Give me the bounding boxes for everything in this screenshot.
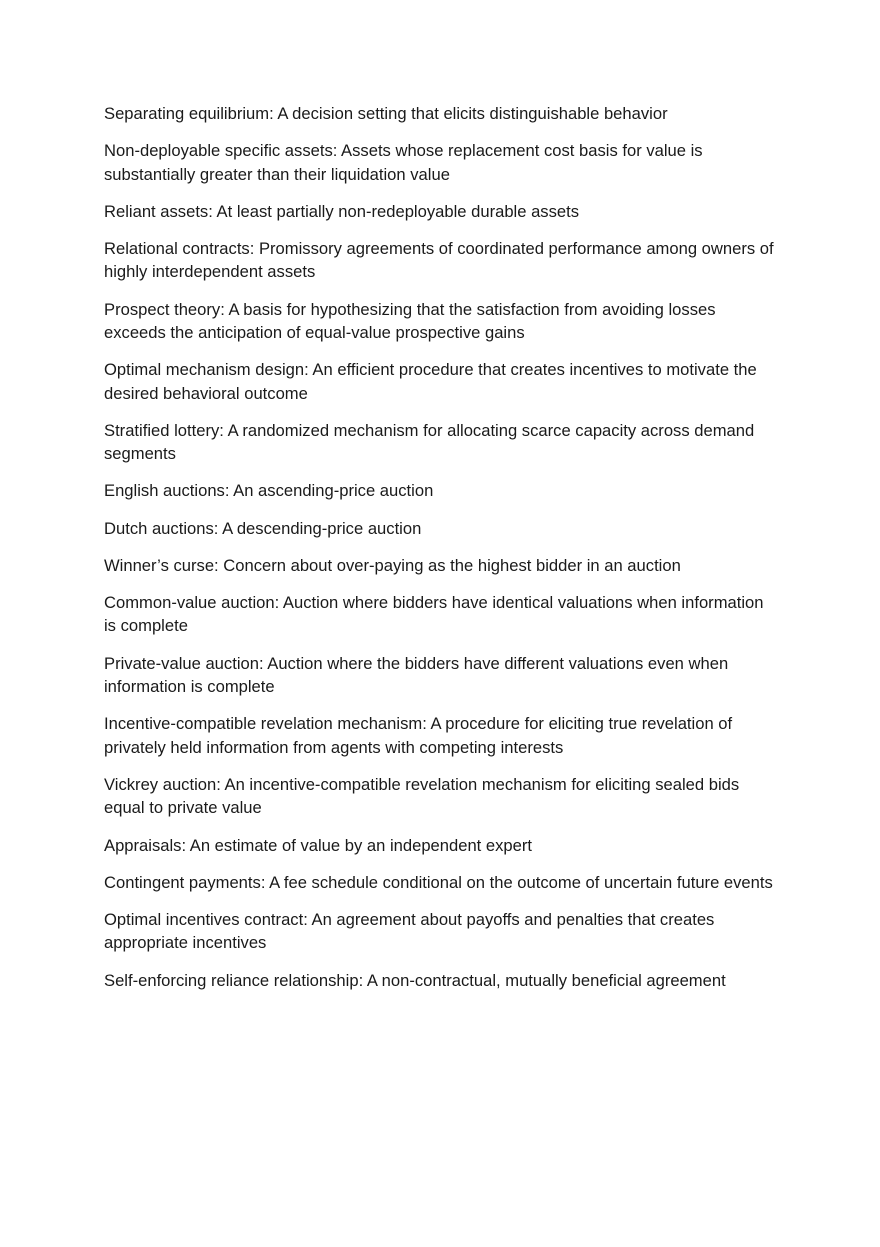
glossary-entry: Winner’s curse: Concern about over-paying as the highest bidder in an auction <box>104 555 681 575</box>
glossary-entry: Incentive-compatible revelation mechanism: A procedure for eliciting true revelation of privately held information from agents with competing interests <box>104 714 733 757</box>
glossary-entry: Common-value auction: Auction where bidders have identical valuations when information is complete <box>104 593 764 636</box>
glossary-list <box>104 102 776 992</box>
glossary-entry: Optimal incentives contract: An agreement about payoffs and penalties that creates appropriate incentives <box>104 909 715 953</box>
glossary-entry: Appraisals: An estimate of value by an independent expert <box>104 835 533 855</box>
glossary-entry: Self-enforcing reliance relationship: A non-contractual, mutually beneficial agreement <box>104 970 726 990</box>
glossary-entry: Stratified lottery: A randomized mechanism for allocating scarce capacity across demand segments <box>104 420 755 464</box>
glossary-entry: Separating equilibrium: A decision setting that elicits distinguishable behavior <box>104 104 668 123</box>
glossary-entry: Vickrey auction: An incentive-compatible revelation mechanism for eliciting sealed bids equal to private value <box>104 774 740 818</box>
glossary-entry: English auctions: An ascending-price auction <box>104 481 434 501</box>
glossary-entry: Prospect theory: A basis for hypothesizing that the satisfaction from avoiding losses exceeds the anticipation of equal-value prospective gains <box>104 299 716 343</box>
glossary-entry: Relational contracts: Promissory agreements of coordinated performance among owners of highly interdependent assets <box>104 239 774 282</box>
glossary-entry: Optimal mechanism design: An efficient procedure that creates incentives to motivate the desired behavioral outcome <box>104 360 757 403</box>
glossary-entry: Private-value auction: Auction where the bidders have different valuations even when information is complete <box>104 653 729 697</box>
glossary-entry: Non-deployable specific assets: Assets whose replacement cost basis for value is substantially greater than their liquidation value <box>104 141 703 184</box>
glossary-entry: Reliant assets: At least partially non-redeployable durable assets <box>104 201 580 221</box>
glossary-entry: Contingent payments: A fee schedule conditional on the outcome of uncertain future events <box>104 872 773 892</box>
glossary-entry: Dutch auctions: A descending-price auction <box>104 518 422 538</box>
